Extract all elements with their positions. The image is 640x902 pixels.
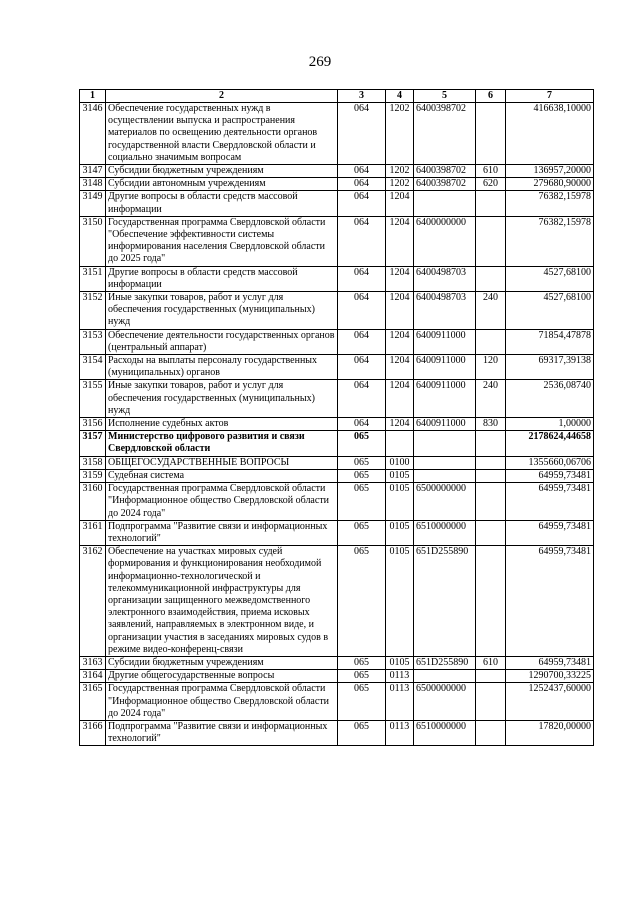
- row-section-code: 0105: [386, 469, 414, 482]
- row-section-code: 1202: [386, 103, 414, 165]
- row-expense-type: [476, 216, 506, 266]
- row-ministry-code: 065: [338, 683, 386, 721]
- table-row: [80, 456, 594, 469]
- column-header: 1: [80, 90, 106, 103]
- column-header: 7: [506, 90, 594, 103]
- table-row: [80, 418, 594, 431]
- row-section-code: 1204: [386, 329, 414, 354]
- row-number: 3158: [80, 456, 106, 469]
- row-amount: 1,00000: [506, 418, 594, 431]
- row-ministry-code: 064: [338, 355, 386, 380]
- row-expense-type: 610: [476, 656, 506, 669]
- row-expense-type: [476, 469, 506, 482]
- row-name: Иные закупки товаров, работ и услуг для обеспечения государственных (муниципальных) нужд: [106, 292, 338, 330]
- row-number: 3165: [80, 683, 106, 721]
- row-number: 3155: [80, 380, 106, 418]
- column-header: 4: [386, 90, 414, 103]
- row-number: 3163: [80, 656, 106, 669]
- row-number: 3166: [80, 720, 106, 745]
- page-number: 269: [308, 54, 332, 70]
- row-expense-type: [476, 456, 506, 469]
- row-section-code: 0105: [386, 656, 414, 669]
- column-header: 5: [414, 90, 476, 103]
- row-number: 3156: [80, 418, 106, 431]
- row-number: 3162: [80, 546, 106, 657]
- table-row: [80, 216, 594, 266]
- row-amount: 416638,10000: [506, 103, 594, 165]
- row-amount: 17820,00000: [506, 720, 594, 745]
- row-target-code: 6400911000: [414, 355, 476, 380]
- row-section-code: [386, 431, 414, 456]
- row-number: 3160: [80, 483, 106, 521]
- row-name: Обеспечение на участках мировых судей формирования и функционирования необходимой информационно-технологической и телекоммуникационной инфраструктуры для организации защищенного межведомственного электронного взаимодействия, приема исковых заявлений, направляемых в электронном виде, и организации участия в заседаниях мировых судов в режиме видео-конференц-связи: [106, 546, 338, 657]
- row-name: Обеспечение деятельности государственных органов (центральный аппарат): [106, 329, 338, 354]
- row-ministry-code: 064: [338, 329, 386, 354]
- row-amount: 71854,47878: [506, 329, 594, 354]
- table-row: [80, 656, 594, 669]
- row-section-code: 1202: [386, 178, 414, 191]
- row-ministry-code: 064: [338, 292, 386, 330]
- row-ministry-code: 065: [338, 670, 386, 683]
- row-number: 3146: [80, 103, 106, 165]
- row-amount: 136957,20000: [506, 165, 594, 178]
- row-amount: 4527,68100: [506, 292, 594, 330]
- row-name: Расходы на выплаты персоналу государственных (муниципальных) органов: [106, 355, 338, 380]
- table-row: [80, 329, 594, 354]
- table-row: [80, 266, 594, 291]
- row-section-code: 0105: [386, 483, 414, 521]
- row-target-code: 6510000000: [414, 720, 476, 745]
- row-name: Иные закупки товаров, работ и услуг для обеспечения государственных (муниципальных) нужд: [106, 380, 338, 418]
- row-expense-type: 610: [476, 165, 506, 178]
- row-name: Государственная программа Свердловской области "Информационное общество Свердловской области до 2024 года": [106, 683, 338, 721]
- row-ministry-code: 065: [338, 720, 386, 745]
- row-amount: 2536,08740: [506, 380, 594, 418]
- row-name: Государственная программа Свердловской области "Обеспечение эффективности системы информирования населения Свердловской области до 2025 года": [106, 216, 338, 266]
- row-name: Обеспечение государственных нужд в осуществлении выпуска и распространения материалов по освещению деятельности органов государственной власти Свердловской области и социально значимым вопросам: [106, 103, 338, 165]
- row-name: Субсидии бюджетным учреждениям: [106, 656, 338, 669]
- row-section-code: 1204: [386, 292, 414, 330]
- row-expense-type: 830: [476, 418, 506, 431]
- row-amount: 4527,68100: [506, 266, 594, 291]
- row-amount: 76382,15978: [506, 191, 594, 216]
- row-expense-type: [476, 670, 506, 683]
- row-name: Министерство цифрового развития и связи Свердловской области: [106, 431, 338, 456]
- row-number: 3157: [80, 431, 106, 456]
- row-expense-type: [476, 720, 506, 745]
- row-section-code: 0113: [386, 683, 414, 721]
- budget-table: [79, 89, 594, 746]
- row-amount: 69317,39138: [506, 355, 594, 380]
- table-row: [80, 670, 594, 683]
- row-amount: 1290700,33225: [506, 670, 594, 683]
- row-amount: 64959,73481: [506, 656, 594, 669]
- row-ministry-code: 065: [338, 546, 386, 657]
- row-ministry-code: 064: [338, 380, 386, 418]
- row-amount: 64959,73481: [506, 546, 594, 657]
- table-row: [80, 720, 594, 745]
- table-row: [80, 165, 594, 178]
- row-ministry-code: 064: [338, 165, 386, 178]
- row-ministry-code: 065: [338, 520, 386, 545]
- row-amount: 76382,15978: [506, 216, 594, 266]
- row-expense-type: [476, 191, 506, 216]
- row-expense-type: 620: [476, 178, 506, 191]
- row-expense-type: 120: [476, 355, 506, 380]
- row-ministry-code: 065: [338, 469, 386, 482]
- row-amount: 2178624,44658: [506, 431, 594, 456]
- row-number: 3150: [80, 216, 106, 266]
- row-amount: 64959,73481: [506, 520, 594, 545]
- row-ministry-code: 065: [338, 656, 386, 669]
- row-target-code: 6400398702: [414, 178, 476, 191]
- row-expense-type: [476, 546, 506, 657]
- row-expense-type: 240: [476, 380, 506, 418]
- row-target-code: 6400498703: [414, 292, 476, 330]
- row-number: 3161: [80, 520, 106, 545]
- column-header: 3: [338, 90, 386, 103]
- row-section-code: 1202: [386, 165, 414, 178]
- row-amount: 64959,73481: [506, 469, 594, 482]
- row-ministry-code: 064: [338, 178, 386, 191]
- row-section-code: 0105: [386, 546, 414, 657]
- row-target-code: 6400911000: [414, 380, 476, 418]
- row-expense-type: [476, 103, 506, 165]
- row-ministry-code: 065: [338, 431, 386, 456]
- row-target-code: 6400911000: [414, 329, 476, 354]
- row-name: Подпрограмма "Развитие связи и информационных технологий": [106, 520, 338, 545]
- row-ministry-code: 064: [338, 266, 386, 291]
- row-number: 3148: [80, 178, 106, 191]
- table-row: [80, 178, 594, 191]
- row-target-code: 6400398702: [414, 165, 476, 178]
- table-header-row: [80, 90, 594, 103]
- table-row: [80, 191, 594, 216]
- table-row: [80, 483, 594, 521]
- row-expense-type: [476, 431, 506, 456]
- table-row: [80, 520, 594, 545]
- row-section-code: 1204: [386, 380, 414, 418]
- row-section-code: 0105: [386, 520, 414, 545]
- row-amount: 1252437,60000: [506, 683, 594, 721]
- table-row: [80, 683, 594, 721]
- row-target-code: [414, 456, 476, 469]
- row-section-code: 0100: [386, 456, 414, 469]
- row-expense-type: [476, 520, 506, 545]
- row-number: 3154: [80, 355, 106, 380]
- row-expense-type: [476, 266, 506, 291]
- row-amount: 1355660,06706: [506, 456, 594, 469]
- row-expense-type: 240: [476, 292, 506, 330]
- table-row: [80, 431, 594, 456]
- row-name: Судебная система: [106, 469, 338, 482]
- row-section-code: 1204: [386, 266, 414, 291]
- row-target-code: 6400498703: [414, 266, 476, 291]
- row-expense-type: [476, 483, 506, 521]
- row-name: Другие вопросы в области средств массовой информации: [106, 266, 338, 291]
- row-section-code: 1204: [386, 418, 414, 431]
- row-expense-type: [476, 329, 506, 354]
- row-name: Исполнение судебных актов: [106, 418, 338, 431]
- table-row: [80, 355, 594, 380]
- table-row: [80, 469, 594, 482]
- row-target-code: 6400398702: [414, 103, 476, 165]
- row-number: 3153: [80, 329, 106, 354]
- table-row: [80, 292, 594, 330]
- row-name: Другие общегосударственные вопросы: [106, 670, 338, 683]
- row-name: Субсидии бюджетным учреждениям: [106, 165, 338, 178]
- row-section-code: 0113: [386, 720, 414, 745]
- row-number: 3147: [80, 165, 106, 178]
- row-ministry-code: 065: [338, 483, 386, 521]
- row-number: 3149: [80, 191, 106, 216]
- row-ministry-code: 064: [338, 418, 386, 431]
- row-target-code: [414, 469, 476, 482]
- row-number: 3151: [80, 266, 106, 291]
- row-name: Подпрограмма "Развитие связи и информационных технологий": [106, 720, 338, 745]
- row-ministry-code: 064: [338, 216, 386, 266]
- row-target-code: 6500000000: [414, 483, 476, 521]
- row-section-code: 1204: [386, 191, 414, 216]
- row-number: 3159: [80, 469, 106, 482]
- row-number: 3164: [80, 670, 106, 683]
- table-row: [80, 546, 594, 657]
- column-header: 6: [476, 90, 506, 103]
- row-target-code: 651D255890: [414, 656, 476, 669]
- row-amount: 279680,90000: [506, 178, 594, 191]
- row-section-code: 1204: [386, 355, 414, 380]
- table-row: [80, 103, 594, 165]
- row-target-code: [414, 670, 476, 683]
- table-row: [80, 380, 594, 418]
- row-ministry-code: 064: [338, 103, 386, 165]
- row-number: 3152: [80, 292, 106, 330]
- row-amount: 64959,73481: [506, 483, 594, 521]
- row-section-code: 1204: [386, 216, 414, 266]
- row-target-code: 651D255890: [414, 546, 476, 657]
- row-target-code: 6400911000: [414, 418, 476, 431]
- row-target-code: [414, 191, 476, 216]
- row-name: Другие вопросы в области средств массовой информации: [106, 191, 338, 216]
- row-target-code: 6510000000: [414, 520, 476, 545]
- row-ministry-code: 064: [338, 191, 386, 216]
- column-header: 2: [106, 90, 338, 103]
- row-target-code: 6400000000: [414, 216, 476, 266]
- row-name: Субсидии автономным учреждениям: [106, 178, 338, 191]
- row-name: Государственная программа Свердловской области "Информационное общество Свердловской области до 2024 года": [106, 483, 338, 521]
- row-expense-type: [476, 683, 506, 721]
- row-name: ОБЩЕГОСУДАРСТВЕННЫЕ ВОПРОСЫ: [106, 456, 338, 469]
- row-target-code: [414, 431, 476, 456]
- row-target-code: 6500000000: [414, 683, 476, 721]
- row-ministry-code: 065: [338, 456, 386, 469]
- row-section-code: 0113: [386, 670, 414, 683]
